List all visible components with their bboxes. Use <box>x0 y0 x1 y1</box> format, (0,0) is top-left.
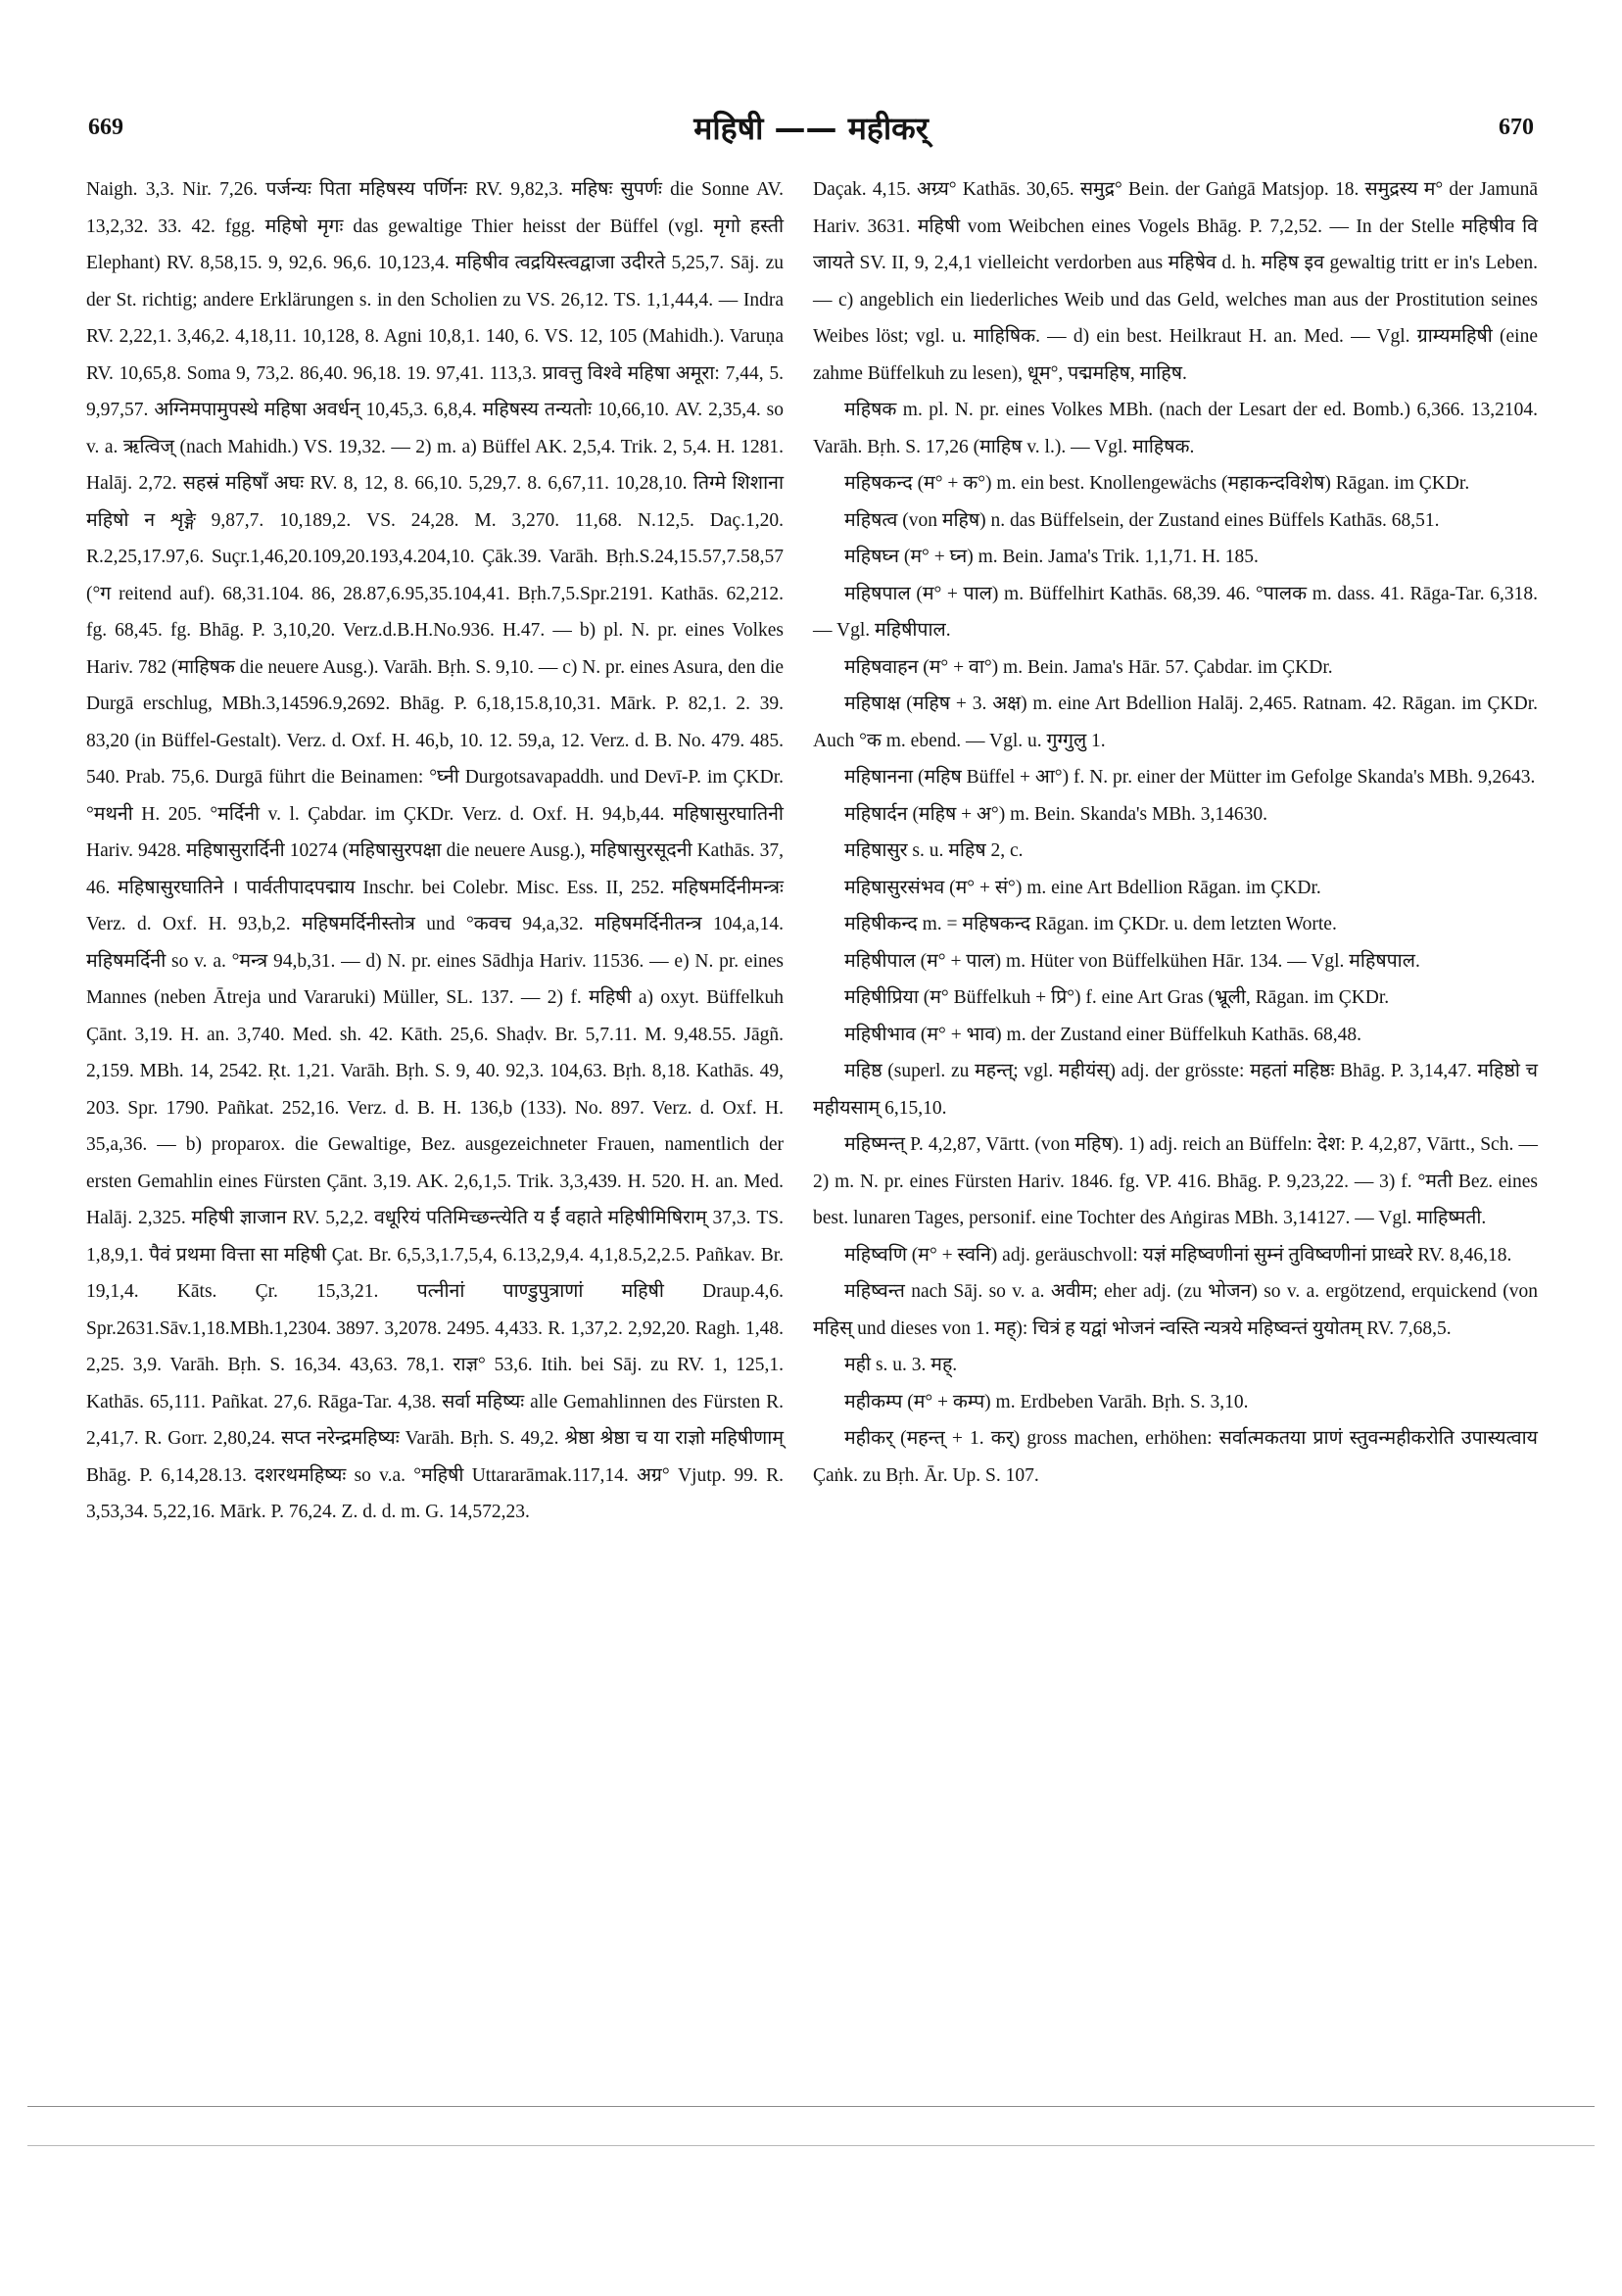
dictionary-entry: महीकम्प (म° + कम्प) m. Erdbeben Varāh. Bṛh. S. 3,10. <box>844 1391 1249 1412</box>
dictionary-entry: महिषपाल (म° + पाल) m. Büffelhirt Kathās. 68,39. 46. °पालक m. dass. 41. Rāga-Tar. 6,318. — Vgl. महिषीपाल. <box>813 583 1538 641</box>
dictionary-entry: महिषत्व (von महिष) n. das Büffelsein, der Zustand eines Büffels Kathās. 68,51. <box>844 509 1440 531</box>
page-header <box>88 103 1534 152</box>
page-number-left: 669 <box>88 115 123 140</box>
dictionary-entry: महिषक m. pl. N. pr. eines Volkes MBh. (nach der Lesart der ed. Bomb.) 6,366. 13,2104. Varāh. Bṛh. S. 17,26 (माहिष v. l.). — Vgl. माहिषक. <box>813 400 1538 457</box>
left-column <box>86 171 784 1531</box>
dictionary-entry: महिषाक्ष (महिष + 3. अक्ष) m. eine Art Bdellion Halāj. 2,465. Ratnam. 42. Rāgan. im ÇKDr. Auch °क m. ebend. — Vgl. u. गुग्गुलु 1. <box>813 694 1538 751</box>
dictionary-entry: मही s. u. 3. मह्. <box>844 1355 958 1375</box>
page-number-right: 670 <box>1499 115 1534 140</box>
page-bottom-rule <box>27 2106 1595 2107</box>
dictionary-entry: महिषानना (महिष Büffel + आ°) f. N. pr. einer der Mütter im Gefolge Skanda's MBh. 9,2643. <box>844 767 1536 788</box>
dictionary-entry: महिषकन्द (म° + क°) m. ein best. Knollengewächs (महाकन्दविशेष) Rāgan. im ÇKDr. <box>844 473 1470 494</box>
dictionary-entry: महिषीभाव (म° + भाव) m. der Zustand einer Büffelkuh Kathās. 68,48. <box>844 1024 1362 1045</box>
dictionary-entry: महिष्मन्त् P. 4,2,87, Vārtt. (von महिष). 1) adj. reich an Büffeln: देश: P. 4,2,87, Vārtt., Sch. — 2) m. N. pr. eines Fürsten Hariv. 1846. fg. VP. 416. Bhāg. P. 9,23,22. — 3) f. °मती Bez. eines best. lunaren Tages, personif. eine Tochter des Aṅgiras MBh. 3,14127. — Vgl. माहिष्मती. <box>813 1134 1538 1228</box>
dictionary-entry: महिष्ठ (superl. zu महन्त्; vgl. महीयंस्) adj. der grösste: महतां महिष्ठः Bhāg. P. 3,14,47. महिष्ठो च महीयसाम् 6,15,10. <box>813 1061 1538 1119</box>
dictionary-entry-continuation: Naigh. 3,3. Nir. 7,26. पर्जन्यः पिता महिषस्य पर्णिनः RV. 9,82,3. महिषः सुपर्णः die Sonne AV. 13,2,32. 33. 42. fgg. महिषो मृगः das gewaltige Thier heisst der Büffel (vgl. मृगो हस्ती Elephant) RV. 8,58,15. 9, 92,6. 96,6. 10,123,4. महिषीव त्वद्रयिस्त्वद्वाजा उदीरते 5,25,7. Sāj. zu der St. richtig; andere Erklärungen s. in den Scholien zu VS. 26,12. TS. 1,1,44,4. — Indra RV. 2,22,1. 3,46,2. 4,18,11. 10,128, 8. Agni 10,8,1. 140, 6. VS. 12, 105 (Mahidh.). Varuṇa RV. 10,65,8. Soma 9, 73,2. 86,40. 96,18. 19. 97,41. 113,3. प्रावत्तु विश्वे महिषा अमूरा: 7,44, 5. 9,97,57. अग्निमपामुपस्थे महिषा अवर्धन् 10,45,3. 6,8,4. महिषस्य तन्यतोः 10,66,10. AV. 2,35,4. so v. a. ऋत्विज् (nach Mahidh.) VS. 19,32. — 2) m. a) Büffel AK. 2,5,4. Trik. 2, 5,4. H. 1281. Halāj. 2,72. सहस्रं महिषाँ अघः RV. 8, 12, 8. 66,10. 5,29,7. 8. 6,67,11. 10,28,10. तिग्मे शिशाना महिषो न शृङ्गे 9,87,7. 10,189,2. VS. 24,28. M. 3,270. 11,68. N.12,5. Daç.1,20. R.2,25,17.97,6. Suçr.1,46,20.109,20.193,4.204,10. Çāk.39. Varāh. Bṛh.S.24,15.57,7.58,57 (°ग reitend auf). 68,31.104. 86, 28.87,6.95,35.104,41. Bṛh.7,5.Spr.2191. Kathās. 62,212. fg. 68,45. fg. Bhāg. P. 3,10,20. Verz.d.B.H.No.936. H.47. — b) pl. N. pr. eines Volkes Hariv. 782 (माहिषक die neuere Ausg.). Varāh. Bṛh. S. 9,10. — c) N. pr. eines Asura, den die Durgā erschlug, MBh.3,14596.9,2692. Bhāg. P. 6,18,15.8,10,31. Mārk. P. 82,1. 2. 39. 83,20 (in Büffel-Gestalt). Verz. d. Oxf. H. 46,b, 10. 12. 59,a, 12. Verz. d. B. No. 479. 485. 540. Prab. 75,6. Durgā führt die Beinamen: °घ्नी Durgotsavapaddh. und Devī-P. im ÇKDr. °मथनी H. 205. °मर्दिनी v. l. Çabdar. im ÇKDr. Verz. d. Oxf. H. 94,b,44. महिषासुरघातिनी Hariv. 9428. महिषासुरार्दिनी 10274 (महिषासुरपक्षा die neuere Ausg.), महिषासुरसूदनी Kathās. 37, 46. महिषासुरघातिने । पार्वतीपादपद्माय Inschr. bei Colebr. Misc. Ess. II, 252. महिषमर्दिनीमन्त्रः Verz. d. Oxf. H. 93,b,2. महिषमर्दिनीस्तोत्र und °कवच 94,a,32. महिषमर्दिनीतन्त्र 104,a,14. महिषमर्दिनी so v. a. °मन्त्र 94,b,31. — d) N. pr. eines Sādhja Hariv. 11536. — e) N. pr. eines Mannes (neben Ātreja und Vararuki) Müller, SL. 137. — 2) f. महिषी a) oxyt. Büffelkuh Çānt. 3,19. H. an. 3,740. Med. sh. 42. Kāth. 25,6. Shaḍv. Br. 5,7.11. M. 9,48.55. Jāgñ. 2,159. MBh. 14, 2542. Ṛt. 1,21. Varāh. Bṛh. S. 9, 40. 92,3. 104,63. Bṛh. 8,18. Kathās. 49, 203. Spr. 1790. Pañkat. 252,16. Verz. d. B. H. 136,b (133). No. 897. Verz. d. Oxf. H. 35,a,36. — b) proparox. die Gewaltige, Bez. ausgezeichneter Frauen, namentlich der ersten Gemahlin eines Fürsten Çānt. 3,19. AK. 2,6,1,5. Trik. 3,3,439. H. 520. H. an. Med. Halāj. 2,325. महिषी ज्ञाजान RV. 5,2,2. वधूरियं पतिमिच्छन्त्येति य ईं वहाते महिषीमिषिराम् 37,3. TS. 1,8,9,1. पैवं प्रथमा वित्ता सा महिषी Çat. Br. 6,5,3,1.7,5,4, 6.13,2,9,4. 4,1,8.5,2,2.5. Pañkav. Br. 19,1,4. Kāts. Çr. 15,3,21. पत्नीनां पाण्डुपुत्राणां महिषी Draup.4,6. Spr.2631.Sāv.1,18.MBh.1,2304. 3897. 3,2078. 2495. 4,433. R. 1,37,2. 2,92,20. Ragh. 1,48. 2,25. 3,9. Varāh. Bṛh. S. 16,34. 43,63. 78,1. राज्ञ° 53,6. Itih. bei Sāj. zu RV. 1, 125,1. Kathās. 65,111. Pañkat. 27,6. Rāga-Tar. 4,38. सर्वा महिष्यः alle Gemahlinnen des Fürsten R. 2,41,7. R. Gorr. 2,80,24. सप्त नरेन्द्रमहिष्यः Varāh. Bṛh. S. 49,2. श्रेष्ठा श्रेष्ठा च या राज्ञो महिषीणाम् Bhāg. P. 6,14,28.13. दशरथमहिष्यः so v.a. °महिषी Uttararāmak.117,14. अग्र° Vjutp. 99. R. 3,53,34. 5,22,16. Mārk. P. 76,24. Z. d. d. m. G. 14,572,23. <box>86 179 785 1522</box>
dictionary-entry-continuation: Daçak. 4,15. अग्र्य° Kathās. 30,65. समुद्र° Bein. der Gaṅgā Matsjop. 18. समुद्रस्य म° der Jamunā Hariv. 3631. महिषी vom Weibchen eines Vogels Bhāg. P. 7,2,52. — In der Stelle महिषीव वि जायते SV. II, 9, 2,4,1 vielleicht verdorben aus महिषेव d. h. महिष इव gewaltig tritt er in's Leben. — c) angeblich ein liederliches Weib und das Geld, welches man aus der Prostitution seines Weibes löst; vgl. u. माहिषिक. — d) ein best. Heilkraut H. an. Med. — Vgl. ग्राम्यमहिषी (eine zahme Büffelkuh zu lesen), धूम°, पद्ममहिष, माहिष. <box>813 179 1538 384</box>
dictionary-entry: महिषीप्रिया (म° Büffelkuh + प्रि°) f. eine Art Gras (भ्रूली, Rāgan. im ÇKDr. <box>844 987 1390 1008</box>
dictionary-entry: महिषघ्न (म° + घ्न) m. Bein. Jama's Trik. 1,1,71. H. 185. <box>844 547 1259 567</box>
dictionary-entry: महिषीकन्द m. = महिषकन्द Rāgan. im ÇKDr. u. dem letzten Worte. <box>844 914 1337 934</box>
dictionary-entry: महिष्वणि (म° + स्वनि) adj. geräuschvoll: यज्ञं महिष्वणीनां सुम्नं तुविष्वणीनां प्राध्वरे RV. 8,46,18. <box>844 1244 1512 1266</box>
dictionary-entry: महिषासुर s. u. महिष 2, c. <box>844 840 1024 861</box>
right-column <box>813 171 1538 1494</box>
dictionary-entry: महिषीपाल (म° + पाल) m. Hüter von Büffelkühen Hār. 134. — Vgl. महिषपाल. <box>844 950 1420 972</box>
dictionary-entry: महिषासुरसंभव (म° + सं°) m. eine Art Bdellion Rāgan. im ÇKDr. <box>844 877 1321 898</box>
dictionary-entry: महिषार्दन (महिष + अ°) m. Bein. Skanda's MBh. 3,14630. <box>844 803 1268 825</box>
page-bottom-rule <box>27 2145 1595 2146</box>
running-head: महिषी —— महीकर् <box>693 110 929 147</box>
dictionary-entry: महिष्वन्त nach Sāj. so v. a. अवीम; eher adj. (zu भोजन) so v. a. ergötzend, erquickend (von महिस् und dieses von 1. मह्): चित्रं ह यद्वां भोजनं न्वस्ति न्यत्रये महिष्वन्तं युयोतम् RV. 7,68,5. <box>813 1281 1538 1339</box>
dictionary-entry: महीकर् (महन्त् + 1. कर्) gross machen, erhöhen: सर्वात्मकतया प्राणं स्तुवन्महीकरोति उपास्यत्वाय Çaṅk. zu Bṛh. Ār. Up. S. 107. <box>813 1428 1538 1486</box>
dictionary-entry: महिषवाहन (म° + वा°) m. Bein. Jama's Hār. 57. Çabdar. im ÇKDr. <box>844 656 1333 678</box>
